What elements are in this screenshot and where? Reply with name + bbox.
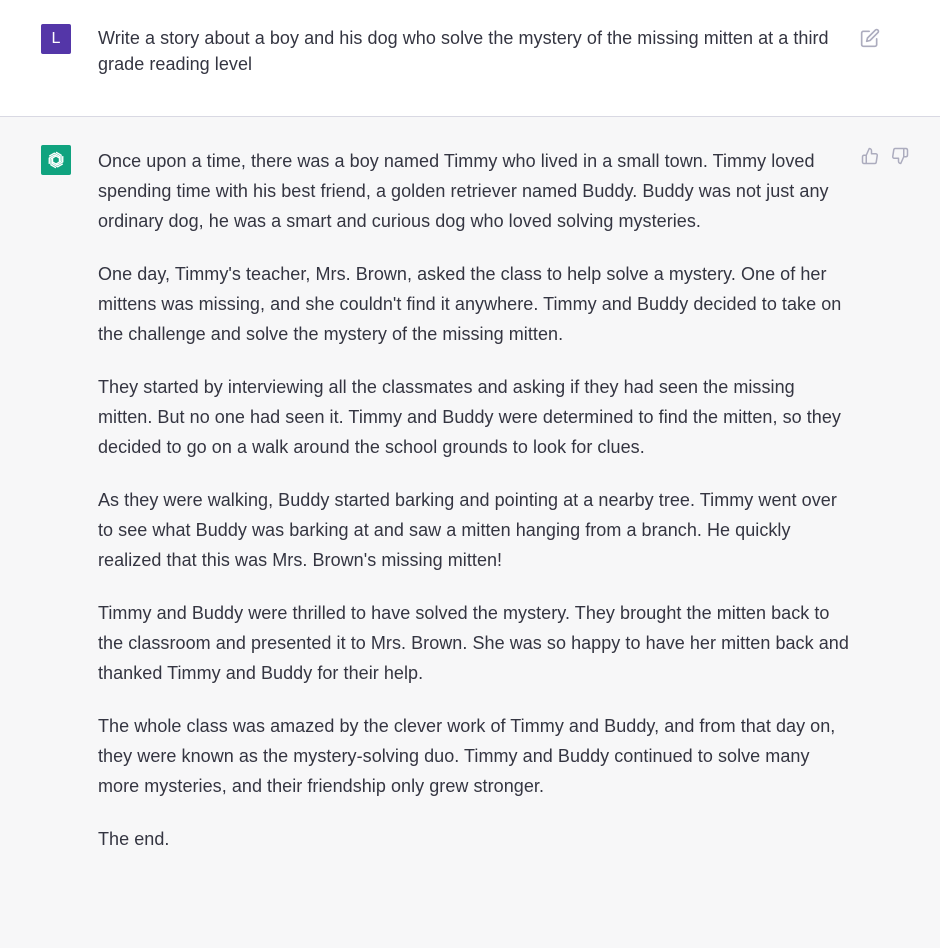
user-avatar [41,24,71,54]
story-paragraph: One day, Timmy's teacher, Mrs. Brown, asked the class to help solve a mystery. One of her mittens was missing, and she couldn't find it anywhere. Timmy and Buddy decided to take on the challenge and solve the mystery of the missing mitten. [98,264,842,344]
assistant-message-text [98,146,850,877]
user-message-row [0,0,940,117]
assistant-message-row [0,117,940,948]
feedback-buttons [861,147,911,167]
story-paragraph: As they were walking, Buddy started barking and pointing at a nearby tree. Timmy went over to see what Buddy was barking at and saw a mitten hanging from a branch. He quickly realized that this was Mrs. Brown's missing mitten! [98,490,837,570]
thumbs-up-icon[interactable] [861,147,881,167]
story-paragraph: Timmy and Buddy were thrilled to have solved the mystery. They brought the mitten back to the classroom and presented it to Mrs. Brown. She was so happy to have her mitten back and thanked Timmy and Buddy for their help. [98,603,849,683]
user-message-text: Write a story about a boy and his dog who solve the mystery of the missing mitten at a third grade reading level [98,28,829,74]
story-paragraph: The whole class was amazed by the clever work of Timmy and Buddy, and from that day on, they were known as the mystery-solving duo. Timmy and Buddy continued to solve many more mysteries, and their friendship only grew stronger. [98,716,836,796]
story-paragraph: They started by interviewing all the classmates and asking if they had seen the missing mitten. But no one had seen it. Timmy and Buddy were determined to find the mitten, so they decided to go on a walk around the school grounds to look for clues. [98,377,841,457]
story-paragraph: Once upon a time, there was a boy named Timmy who lived in a small town. Timmy loved spending time with his best friend, a golden retriever named Buddy. Buddy was not just any ordinary dog, he was a smart and curious dog who loved solving mysteries. [98,151,829,231]
openai-logo-icon [45,149,67,171]
thumbs-down-icon[interactable] [891,147,911,167]
user-avatar-letter: L [51,30,61,47]
edit-icon[interactable] [860,28,880,48]
assistant-avatar [41,145,71,175]
story-paragraph: The end. [98,829,170,849]
